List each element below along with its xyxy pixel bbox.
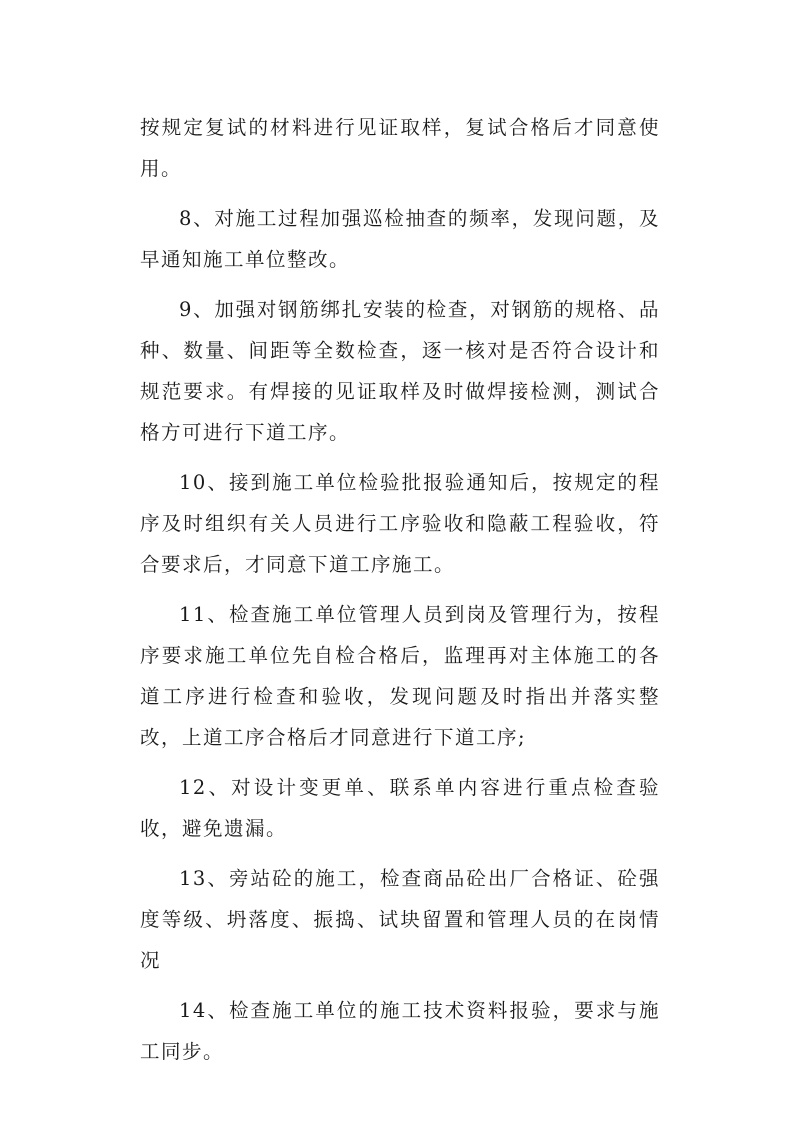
document-body	[140, 107, 660, 1081]
paragraph-item-12: 12、对设计变更单、联系单内容进行重点检查验收，避免遗漏。	[140, 776, 660, 840]
paragraph-item-10: 10、接到施工单位检验批报验通知后，按规定的程序及时组织有关人员进行工序验收和隐蔽工程验收，符合要求后，才同意下道工序施工。	[140, 471, 660, 576]
paragraph-item-8: 8、对施工过程加强巡检抽查的频率，发现问题，及早通知施工单位整改。	[140, 207, 660, 271]
paragraph-item-11: 11、检查施工单位管理人员到岗及管理行为，按程序要求施工单位先自检合格后，监理再对主体施工的各道工序进行检查和验收，发现问题及时指出并落实整改，上道工序合格后才同意进行下道工序;	[140, 603, 660, 749]
paragraph-item-13: 13、旁站砼的施工，检查商品砼出厂合格证、砼强度等级、坍落度、振捣、试块留置和管理人员的在岗情况	[140, 867, 660, 972]
paragraph-item-14: 14、检查施工单位的施工技术资料报验，要求与施工同步。	[140, 999, 660, 1063]
paragraph-item-9: 9、加强对钢筋绑扎安装的检查，对钢筋的规格、品种、数量、间距等全数检查，逐一核对是否符合设计和规范要求。有焊接的见证取样及时做焊接检测，测试合格方可进行下道工序。	[140, 298, 660, 444]
paragraph-continuation: 按规定复试的材料进行见证取样，复试合格后才同意使用。	[140, 116, 660, 180]
